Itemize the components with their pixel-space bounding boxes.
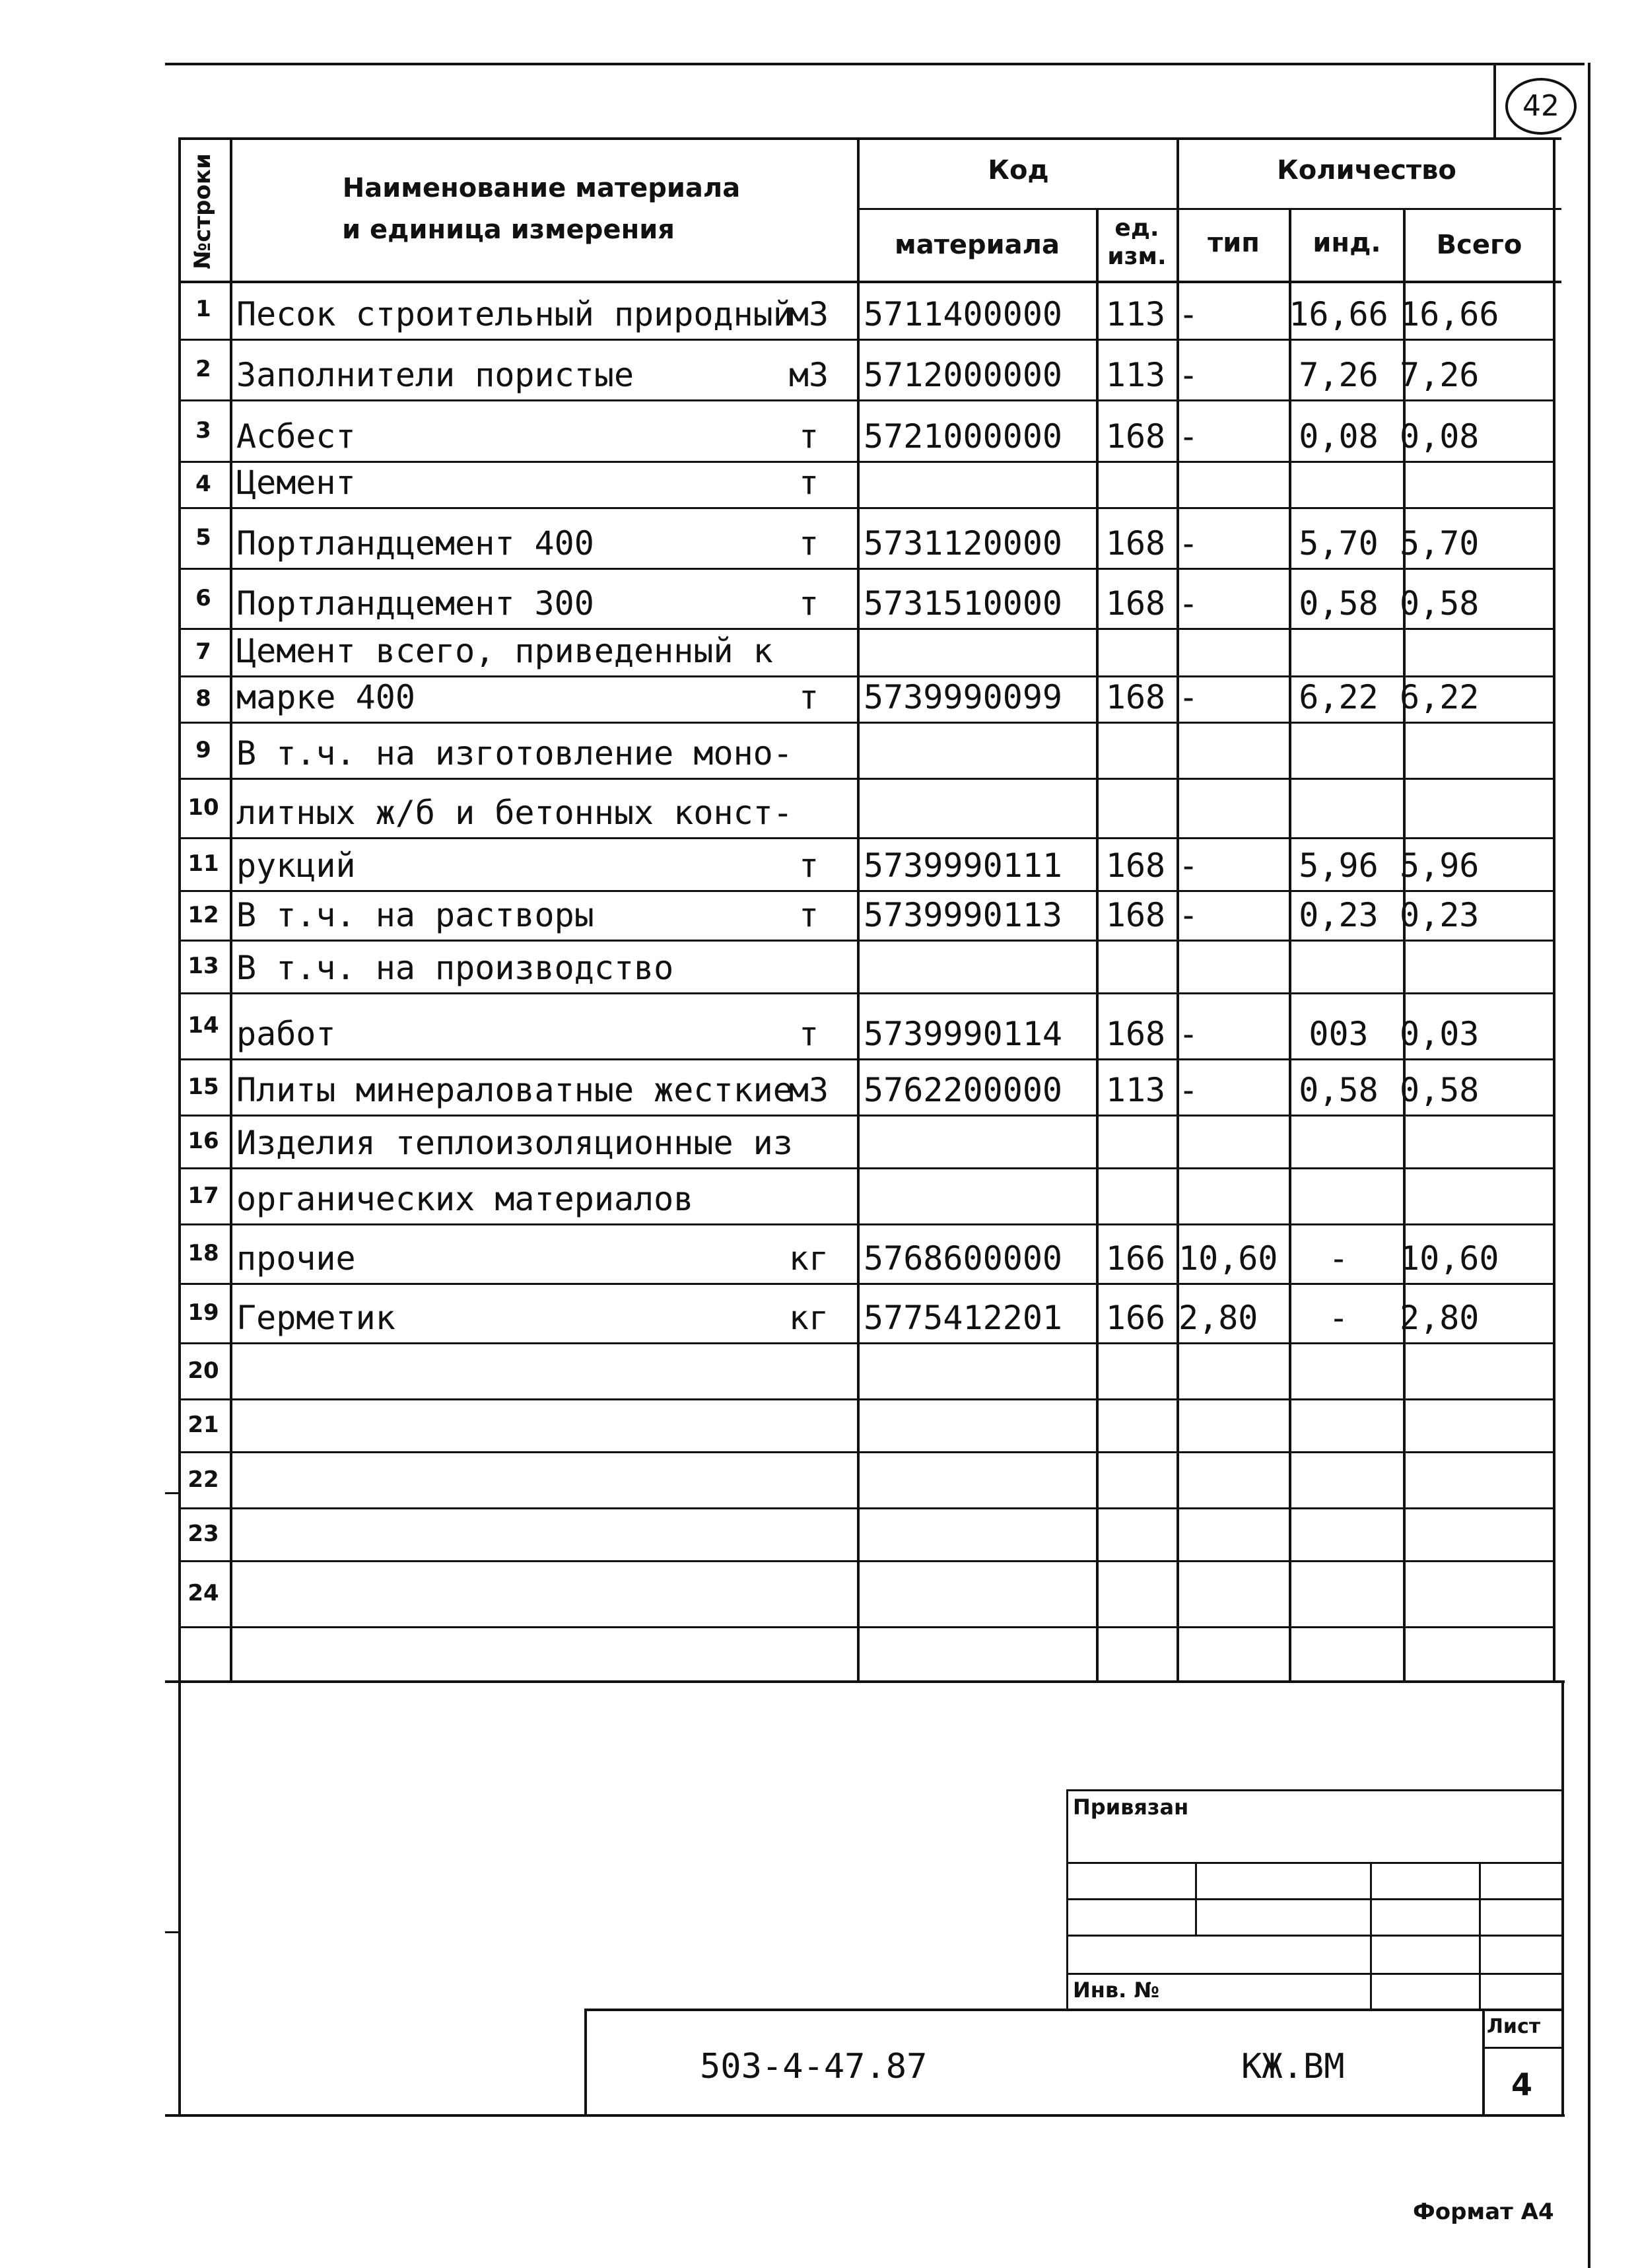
row-name: Заполнители пористые (236, 356, 634, 394)
subheader-line (857, 208, 1561, 210)
row-unit: кг (788, 1299, 829, 1337)
row-code: 5762200000 (864, 1071, 1063, 1109)
row-tot: 0,08 (1400, 417, 1480, 456)
row-typ: - (1178, 1015, 1199, 1053)
code-unit-header-2: изм. (1107, 243, 1167, 270)
row-tot: 0,58 (1400, 584, 1480, 623)
title-block-left (584, 2009, 587, 2115)
row-tot: 0,03 (1400, 1015, 1480, 1053)
row-number: 14 (188, 1012, 219, 1039)
sheet-label: Лист (1487, 2015, 1541, 2038)
code-material-header: материала (895, 230, 1060, 260)
row-separator (178, 778, 1555, 780)
doc-mark: КЖ.ВМ (1241, 2047, 1345, 2086)
row-number: 3 (195, 417, 211, 444)
row-number: 9 (195, 736, 211, 763)
row-number: 8 (195, 685, 211, 712)
col-rowno (230, 137, 232, 1682)
row-code: 5739990113 (864, 896, 1063, 934)
row-separator (178, 722, 1555, 724)
row-typ: - (1178, 896, 1199, 934)
row-name: Герметик (236, 1299, 395, 1337)
row-tot: 6,22 (1400, 678, 1480, 716)
row-separator (178, 1283, 1555, 1285)
row-name: прочие (236, 1239, 356, 1278)
row-unit: т (798, 584, 819, 623)
code-unit-header-1: ед. (1114, 215, 1159, 242)
qty-total-header: Всего (1436, 230, 1522, 260)
row-tot: 16,66 (1400, 295, 1499, 333)
row-name: Плиты минераловатные жесткие (236, 1071, 793, 1109)
top-border (165, 63, 1585, 65)
row-tot: 5,70 (1400, 524, 1480, 563)
row-separator (178, 628, 1555, 630)
row-typ: - (1178, 524, 1199, 563)
lower-right (1561, 1680, 1564, 2116)
row-ucode: 113 (1105, 1071, 1166, 1109)
row-separator (178, 399, 1555, 401)
row-unit: т (798, 678, 819, 716)
row-name: Портландцемент 300 (236, 584, 594, 623)
row-separator (178, 992, 1555, 994)
row-number: 4 (195, 471, 211, 497)
row-ind: 5,96 (1299, 846, 1379, 885)
row-unit: кг (788, 1239, 829, 1278)
row-separator (178, 890, 1555, 892)
row-ucode: 168 (1105, 524, 1166, 563)
table-bottom (165, 1680, 1565, 1683)
row-no-header: №строки (189, 153, 216, 269)
row-unit: т (798, 524, 819, 563)
margin-tick-1 (165, 1492, 180, 1494)
table-right (1553, 137, 1555, 1682)
row-number: 24 (188, 1580, 219, 1606)
row-typ: - (1178, 295, 1199, 333)
row-name: работ (236, 1015, 336, 1053)
row-name: марке 400 (236, 678, 415, 716)
stamp-line-3 (1066, 1935, 1561, 1937)
row-unit: т (798, 417, 819, 456)
row-name: Цемент всего, приведенный к (236, 632, 773, 670)
row-separator (178, 1626, 1555, 1628)
row-ind: 0,23 (1299, 896, 1379, 934)
row-separator (178, 461, 1555, 463)
row-unit: т (798, 1015, 819, 1053)
header-bottom (178, 281, 1561, 283)
row-separator (178, 568, 1555, 570)
stamp-inv-label: Инв. № (1073, 1977, 1159, 2003)
stamp-col-1 (1195, 1862, 1197, 1935)
row-ind: 0,58 (1299, 584, 1379, 623)
row-ucode: 168 (1105, 417, 1166, 456)
stamp-line-4 (1066, 1973, 1561, 1975)
row-name: Асбест (236, 417, 356, 456)
row-unit: м3 (788, 356, 829, 394)
corner-box-left (1493, 63, 1496, 139)
row-name: литных ж/б и бетонных конст- (236, 794, 793, 832)
row-code: 5712000000 (864, 356, 1063, 394)
stamp-col-3 (1479, 1862, 1481, 2010)
row-ucode: 113 (1105, 356, 1166, 394)
row-typ: - (1178, 846, 1199, 885)
row-separator (178, 507, 1555, 509)
row-name: органических материалов (236, 1180, 694, 1218)
row-ind: 16,66 (1289, 295, 1388, 333)
row-name: В т.ч. на производство (236, 949, 674, 987)
name-header-1: Наименование материала (342, 173, 741, 203)
table-top (178, 137, 1561, 140)
qty-type-header: тип (1208, 228, 1260, 258)
row-number: 17 (188, 1182, 219, 1209)
row-number: 1 (195, 296, 211, 322)
row-typ: 10,60 (1178, 1239, 1278, 1278)
row-separator (178, 1560, 1555, 1562)
row-name: В т.ч. на изготовление моно- (236, 734, 793, 773)
row-ind: 0,58 (1299, 1071, 1379, 1109)
title-block-top (584, 2009, 1561, 2011)
row-number: 19 (188, 1299, 219, 1326)
row-name: рукций (236, 846, 356, 885)
row-number: 15 (188, 1073, 219, 1100)
row-tot: 0,23 (1400, 896, 1480, 934)
row-number: 5 (195, 524, 211, 551)
row-number: 21 (188, 1412, 219, 1438)
row-number: 2 (195, 356, 211, 382)
row-unit: т (798, 464, 819, 502)
row-number: 6 (195, 584, 211, 611)
row-number: 23 (188, 1521, 219, 1547)
row-code: 5731510000 (864, 584, 1063, 623)
sheet-number: 42 (1505, 78, 1577, 135)
right-border (1588, 63, 1590, 2268)
row-separator (178, 1451, 1555, 1453)
row-tot: 10,60 (1400, 1239, 1499, 1278)
code-header: Код (988, 155, 1049, 186)
row-ind: - (1328, 1299, 1349, 1337)
margin-tick-2 (165, 1931, 180, 1933)
format-label: Формат А4 (1413, 2199, 1554, 2225)
row-name: Портландцемент 400 (236, 524, 594, 563)
row-number: 20 (188, 1357, 219, 1384)
stamp-col-2 (1370, 1862, 1372, 2010)
row-separator (178, 837, 1555, 839)
row-ind: 7,26 (1299, 356, 1379, 394)
sheet-label-line (1482, 2047, 1561, 2049)
row-typ: - (1178, 417, 1199, 456)
row-name: В т.ч. на растворы (236, 896, 594, 934)
row-number: 12 (188, 901, 219, 928)
row-code: 5775412201 (864, 1299, 1063, 1337)
row-code: 5731120000 (864, 524, 1063, 563)
row-separator (178, 339, 1555, 341)
stamp-line-2 (1066, 1898, 1561, 1900)
row-ucode: 168 (1105, 678, 1166, 716)
row-number: 7 (195, 638, 211, 665)
row-tot: 0,58 (1400, 1071, 1480, 1109)
row-ucode: 166 (1105, 1239, 1166, 1278)
stamp-top (1066, 1789, 1561, 1791)
row-separator (178, 1115, 1555, 1117)
row-ind: - (1328, 1239, 1349, 1278)
row-tot: 7,26 (1400, 356, 1480, 394)
frame-bottom (165, 2114, 1565, 2117)
doc-code: 503-4-47.87 (700, 2047, 928, 2086)
row-tot: 2,80 (1400, 1299, 1480, 1337)
row-separator (178, 1507, 1555, 1509)
name-header-2: и единица измерения (342, 215, 675, 245)
row-ucode: 113 (1105, 295, 1166, 333)
row-unit: м3 (788, 295, 829, 333)
stamp-line-1 (1066, 1862, 1561, 1864)
row-number: 13 (188, 953, 219, 979)
row-name: Цемент (236, 464, 356, 502)
row-number: 16 (188, 1128, 219, 1154)
col-name (857, 137, 860, 1682)
row-typ: - (1178, 1071, 1199, 1109)
row-separator (178, 1058, 1555, 1060)
row-ucode: 168 (1105, 1015, 1166, 1053)
row-ind: 5,70 (1299, 524, 1379, 563)
row-number: 11 (188, 850, 219, 877)
row-ind: 0,08 (1299, 417, 1379, 456)
row-separator (178, 1342, 1555, 1344)
row-ucode: 166 (1105, 1299, 1166, 1337)
row-ind: 003 (1309, 1015, 1369, 1053)
row-unit: м3 (788, 1071, 829, 1109)
sheet-value: 4 (1511, 2067, 1532, 2102)
row-ind: 6,22 (1299, 678, 1379, 716)
row-number: 22 (188, 1466, 219, 1493)
title-block-sheet-col (1482, 2009, 1485, 2115)
lower-left (178, 1680, 181, 2116)
row-separator (178, 940, 1555, 942)
row-ucode: 168 (1105, 846, 1166, 885)
row-separator (178, 675, 1555, 677)
row-ucode: 168 (1105, 584, 1166, 623)
row-typ: - (1178, 356, 1199, 394)
qty-ind-header: инд. (1313, 228, 1381, 258)
row-separator (178, 1223, 1555, 1225)
row-separator (178, 1167, 1555, 1169)
row-tot: 5,96 (1400, 846, 1480, 885)
stamp-bound-label: Привязан (1073, 1795, 1189, 1820)
row-code: 5721000000 (864, 417, 1063, 456)
row-typ: 2,80 (1178, 1299, 1258, 1337)
row-number: 18 (188, 1240, 219, 1266)
row-code: 5739990114 (864, 1015, 1063, 1053)
row-code: 5768600000 (864, 1239, 1063, 1278)
row-unit: т (798, 846, 819, 885)
row-separator (178, 1398, 1555, 1400)
row-ucode: 168 (1105, 896, 1166, 934)
row-name: Изделия теплоизоляционные из (236, 1124, 793, 1162)
row-number: 10 (188, 794, 219, 821)
row-unit: т (798, 896, 819, 934)
row-typ: - (1178, 678, 1199, 716)
quantity-header: Количество (1277, 155, 1456, 186)
row-code: 5711400000 (864, 295, 1063, 333)
row-name: Песок строительный природный (236, 295, 793, 333)
row-typ: - (1178, 584, 1199, 623)
row-code: 5739990099 (864, 678, 1063, 716)
row-code: 5739990111 (864, 846, 1063, 885)
